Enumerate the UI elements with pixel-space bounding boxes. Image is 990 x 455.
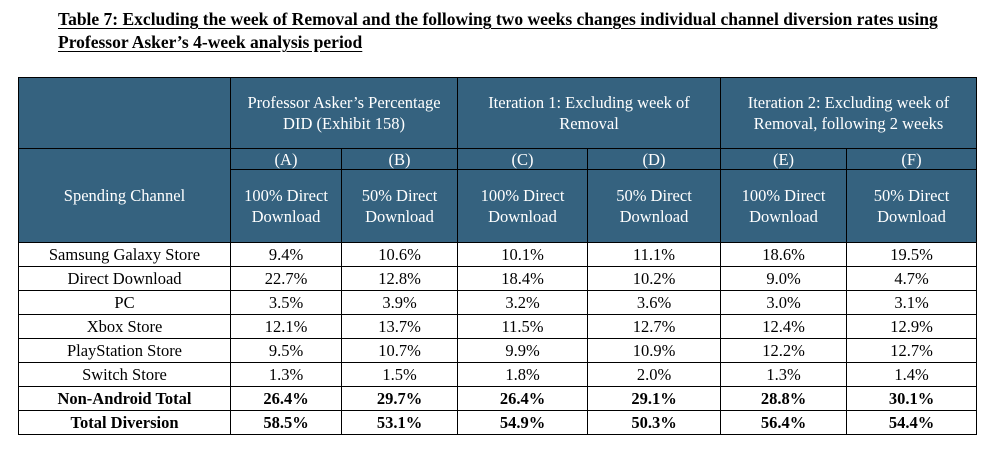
channel-cell: PlayStation Store	[19, 339, 231, 363]
value-cell: 1.4%	[847, 363, 977, 387]
value-cell: 12.7%	[588, 315, 721, 339]
table-row	[19, 339, 977, 363]
value-cell: 19.5%	[847, 243, 977, 267]
value-cell: 29.1%	[588, 387, 721, 411]
table-row-total	[19, 387, 977, 411]
table-row	[19, 291, 977, 315]
value-cell: 3.6%	[588, 291, 721, 315]
value-cell: 3.2%	[458, 291, 588, 315]
channel-cell: Xbox Store	[19, 315, 231, 339]
value-cell: 1.3%	[231, 363, 342, 387]
value-cell: 3.9%	[342, 291, 458, 315]
value-cell: 54.4%	[847, 411, 977, 435]
value-cell: 3.5%	[231, 291, 342, 315]
value-cell: 30.1%	[847, 387, 977, 411]
value-cell: 29.7%	[342, 387, 458, 411]
value-cell: 11.5%	[458, 315, 588, 339]
column-letter: (A)	[231, 149, 342, 170]
column-letter: (C)	[458, 149, 588, 170]
table-row	[19, 363, 977, 387]
value-cell: 1.3%	[721, 363, 847, 387]
group-header-iteration-2: Iteration 2: Excluding week of Removal, following 2 weeks	[721, 78, 977, 149]
channel-cell: Direct Download	[19, 267, 231, 291]
group-header-asker: Professor Asker’s Percentage DID (Exhibit 158)	[231, 78, 458, 149]
value-cell: 10.6%	[342, 243, 458, 267]
value-cell: 18.4%	[458, 267, 588, 291]
value-cell: 12.4%	[721, 315, 847, 339]
value-cell: 26.4%	[231, 387, 342, 411]
table-title: Table 7: Excluding the week of Removal and the following two weeks changes individual channel diversion rates using Professor Asker’s 4-week analysis period	[58, 9, 938, 52]
column-letter: (F)	[847, 149, 977, 170]
value-cell: 1.5%	[342, 363, 458, 387]
value-cell: 28.8%	[721, 387, 847, 411]
value-cell: 9.0%	[721, 267, 847, 291]
value-cell: 3.1%	[847, 291, 977, 315]
value-cell: 58.5%	[231, 411, 342, 435]
value-cell: 22.7%	[231, 267, 342, 291]
value-cell: 11.1%	[588, 243, 721, 267]
value-cell: 26.4%	[458, 387, 588, 411]
header-group-row	[19, 78, 977, 149]
value-cell: 10.2%	[588, 267, 721, 291]
column-subheader: 100% Direct Download	[231, 170, 342, 243]
channel-cell: Total Diversion	[19, 411, 231, 435]
diversion-table	[18, 77, 977, 435]
table-row	[19, 267, 977, 291]
table-row	[19, 243, 977, 267]
value-cell: 3.0%	[721, 291, 847, 315]
table-row-total	[19, 411, 977, 435]
value-cell: 12.9%	[847, 315, 977, 339]
value-cell: 12.7%	[847, 339, 977, 363]
value-cell: 9.4%	[231, 243, 342, 267]
value-cell: 10.9%	[588, 339, 721, 363]
header-corner-cell	[19, 78, 231, 149]
value-cell: 4.7%	[847, 267, 977, 291]
value-cell: 18.6%	[721, 243, 847, 267]
value-cell: 53.1%	[342, 411, 458, 435]
group-header-iteration-1: Iteration 1: Excluding week of Removal	[458, 78, 721, 149]
column-subheader: 50% Direct Download	[342, 170, 458, 243]
value-cell: 10.7%	[342, 339, 458, 363]
value-cell: 12.8%	[342, 267, 458, 291]
column-letter: (E)	[721, 149, 847, 170]
column-letter: (B)	[342, 149, 458, 170]
value-cell: 10.1%	[458, 243, 588, 267]
value-cell: 1.8%	[458, 363, 588, 387]
channel-cell: Non-Android Total	[19, 387, 231, 411]
channel-cell: Switch Store	[19, 363, 231, 387]
column-subheader: 50% Direct Download	[847, 170, 977, 243]
value-cell: 12.1%	[231, 315, 342, 339]
column-subheader: 100% Direct Download	[458, 170, 588, 243]
value-cell: 2.0%	[588, 363, 721, 387]
column-subheader: 50% Direct Download	[588, 170, 721, 243]
channel-cell: PC	[19, 291, 231, 315]
column-subheader: 100% Direct Download	[721, 170, 847, 243]
value-cell: 9.5%	[231, 339, 342, 363]
column-letter: (D)	[588, 149, 721, 170]
value-cell: 50.3%	[588, 411, 721, 435]
value-cell: 56.4%	[721, 411, 847, 435]
spending-channel-header: Spending Channel	[19, 149, 231, 243]
channel-cell: Samsung Galaxy Store	[19, 243, 231, 267]
value-cell: 12.2%	[721, 339, 847, 363]
value-cell: 54.9%	[458, 411, 588, 435]
value-cell: 9.9%	[458, 339, 588, 363]
table-row	[19, 315, 977, 339]
header-letter-row	[19, 149, 977, 170]
value-cell: 13.7%	[342, 315, 458, 339]
